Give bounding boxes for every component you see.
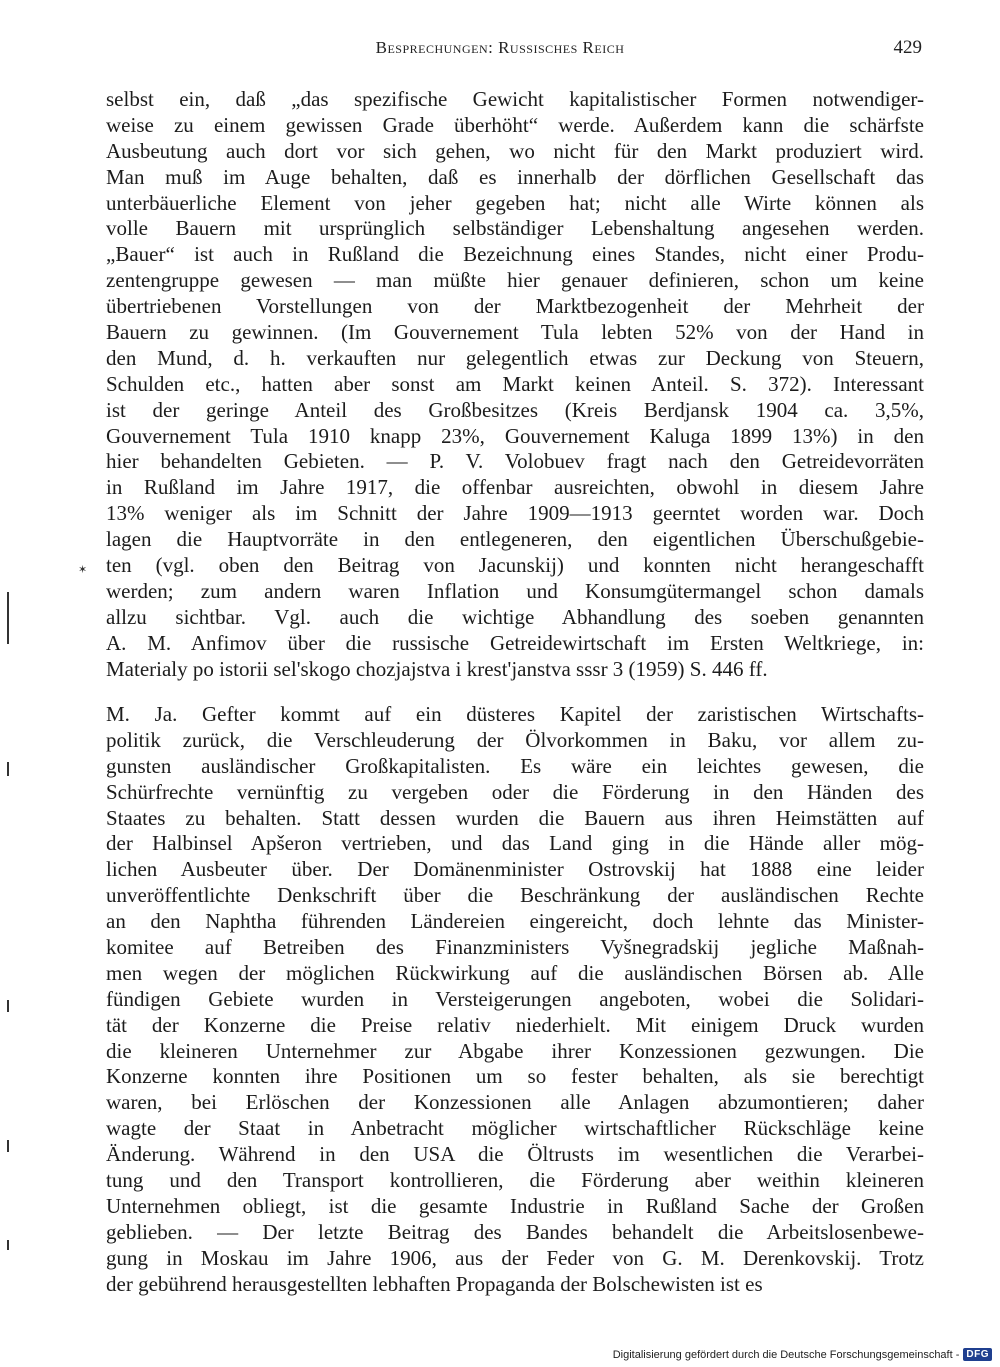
text-line: zentengruppe gewesen — man müßte hier genauer definieren, schon um keine: [106, 268, 924, 293]
text-line: unveröffentlichte Denkschrift über die Beschränkung der ausländischen Rechte: [106, 883, 924, 908]
running-title: Besprechungen: Russisches Reich: [375, 38, 625, 57]
text-line: fündigen Gebiete wurden in Versteigerungen angeboten, wobei die Solidari-: [106, 986, 924, 1011]
text-line: Konzerne konnten ihre Positionen um so fester behalten, als sie berechtigt: [106, 1064, 924, 1089]
text-line: A. M. Anfimov über die russische Getreidewirtschaft im Ersten Weltkriege, in:: [106, 630, 924, 655]
text-line: men wegen der möglichen Rückwirkung auf die ausländischen Börsen ab. Alle: [106, 960, 924, 985]
text-line: Schürfrechte vernünftig zu vergeben oder die Förderung in den Händen des: [106, 779, 924, 804]
text-line: der Halbinsel Apšeron vertrieben, und das Land ging in die Hände aller mög-: [106, 831, 924, 856]
text-line: gunsten ausländischer Großkapitalisten. Es wäre ein leichtes gewesen, die: [106, 753, 924, 778]
text-line: werden; zum andern waren Inflation und Konsumgütermangel schon damals: [106, 578, 924, 603]
digitization-credit: [613, 1348, 992, 1361]
text-line: politik zurück, die Verschleuderung der Ölvorkommen in Baku, vor allem zu-: [106, 727, 924, 752]
margin-line: [7, 1000, 9, 1012]
text-line: Man muß im Auge behalten, daß es innerhalb der dörflichen Gesellschaft das: [106, 164, 924, 189]
text-line: Änderung. Während in den USA die Öltrusts im wesentlichen die Verarbei-: [106, 1142, 924, 1167]
text-line: „Bauer“ ist auch in Rußland die Bezeichnung eines Standes, nicht einer Produ-: [106, 242, 924, 267]
paragraph-1: [106, 87, 924, 682]
paragraph-2: [106, 702, 924, 1297]
text-line: Ausbeutung auch dort vor sich gehen, wo nicht für den Markt produziert wird.: [106, 138, 924, 163]
credit-text: Digitalisierung gefördert durch die Deutsche Forschungsgemeinschaft -: [612, 1348, 960, 1361]
text-line: den Mund, d. h. verkauften nur gelegentlich etwas zur Deckung von Steuern,: [106, 345, 924, 370]
text-line: volle Bauern mit ursprünglich selbständiger Lebenshaltung angesehen werden.: [106, 216, 924, 241]
text-line: Unternehmen obliegt, ist die gesamte Industrie in Rußland Sache der Großen: [106, 1193, 924, 1218]
text-line: geblieben. — Der letzte Beitrag des Bandes behandelt die Arbeitslosenbewe-: [106, 1219, 924, 1244]
text-line: unterbäuerliche Element von jeher gegeben hat; nicht alle Wirte können als: [106, 190, 924, 215]
margin-line: [7, 1140, 9, 1152]
text-line: Bauern zu gewinnen. (Im Gouvernement Tula lebten 52% von der Hand in: [106, 320, 924, 345]
text-line: in Rußland im Jahre 1917, die offenbar ausreichten, obwohl in diesem Jahre: [106, 475, 924, 500]
text-line: allzu sichtbar. Vgl. auch die wichtige Abhandlung des soeben genannten: [106, 604, 924, 629]
text-line: übertriebenen Vorstellungen von der Marktbezogenheit der Mehrheit der: [106, 294, 924, 319]
text-line: gung in Moskau im Jahre 1906, aus der Feder von G. M. Derenkovskij. Trotz: [106, 1245, 924, 1270]
margin-line: [7, 592, 9, 644]
text-line: Staates zu behalten. Statt dessen wurden die Bauern aus ihren Heimstätten auf: [106, 805, 924, 830]
text-line: an den Naphtha führenden Ländereien eingereicht, doch lehnte das Minister-: [106, 909, 924, 934]
text-line: Gouvernement Tula 1910 knapp 23%, Gouvernement Kaluga 1899 13%) in den: [106, 423, 924, 448]
dfg-logo: DFG: [963, 1348, 992, 1361]
text-line: 13% weniger als im Schnitt der Jahre 1909—1913 geerntet worden war. Doch: [106, 501, 924, 526]
text-line: selbst ein, daß „das spezifische Gewicht kapitalistischer Formen notwendiger-: [106, 87, 924, 111]
text-line: lagen die Hauptvorräte in den entlegeneren, den eigentlichen Überschußgebie-: [106, 527, 924, 552]
text-line: komitee auf Betreiben des Finanzministers Vyšnegradskij jegliche Maßnah-: [106, 935, 924, 960]
text-line: ist der geringe Anteil des Großbesitzes (Kreis Berdjansk 1904 ca. 3,5%,: [106, 397, 924, 422]
text-line: weise zu einem gewissen Grade überhöht“ werde. Außerdem kann die schärfste: [106, 112, 924, 137]
text-line: der gebührend herausgestellten lebhaften Propaganda der Bolschewisten ist es: [106, 1271, 763, 1296]
text-line: Materialy po istorii sel'skogo chozjajstva i krest'janstva sssr 3 (1959) S. 446 ff.: [106, 656, 768, 681]
margin-line: [7, 1240, 9, 1250]
text-line: waren, bei Erlöschen der Konzessionen alle Anlagen abzumontieren; daher: [106, 1090, 924, 1115]
margin-line: [7, 762, 9, 776]
text-line: tät der Konzerne die Preise relativ niederhielt. Mit einigem Druck wurden: [106, 1012, 924, 1037]
text-line: Schulden etc., hatten aber sonst am Markt keinen Anteil. S. 372). Interessant: [106, 371, 924, 396]
text-line: wagte der Staat in Anbetracht möglicher wirtschaftlicher Rückschläge keine: [106, 1116, 924, 1141]
page-number: 429: [893, 37, 922, 58]
text-line: M. Ja. Gefter kommt auf ein düsteres Kapitel der zaristischen Wirtschafts-: [106, 702, 924, 726]
text-line: ten (vgl. oben den Beitrag von Jacunskij) und konnten nicht herangeschafft: [106, 553, 924, 578]
text-line: hier behandelten Gebieten. — P. V. Volobuev fragt nach den Getreidevorräten: [106, 449, 924, 474]
text-line: lichen Ausbeuter über. Der Domänenminister Ostrovskij hat 1888 eine leider: [106, 857, 924, 882]
text-line: tung und den Transport kontrollieren, die Förderung aber weithin kleineren: [106, 1168, 924, 1193]
text-line: die kleineren Unternehmer zur Abgabe ihrer Konzessionen gezwungen. Die: [106, 1038, 924, 1063]
margin-marker-icon: ✶: [78, 563, 88, 576]
